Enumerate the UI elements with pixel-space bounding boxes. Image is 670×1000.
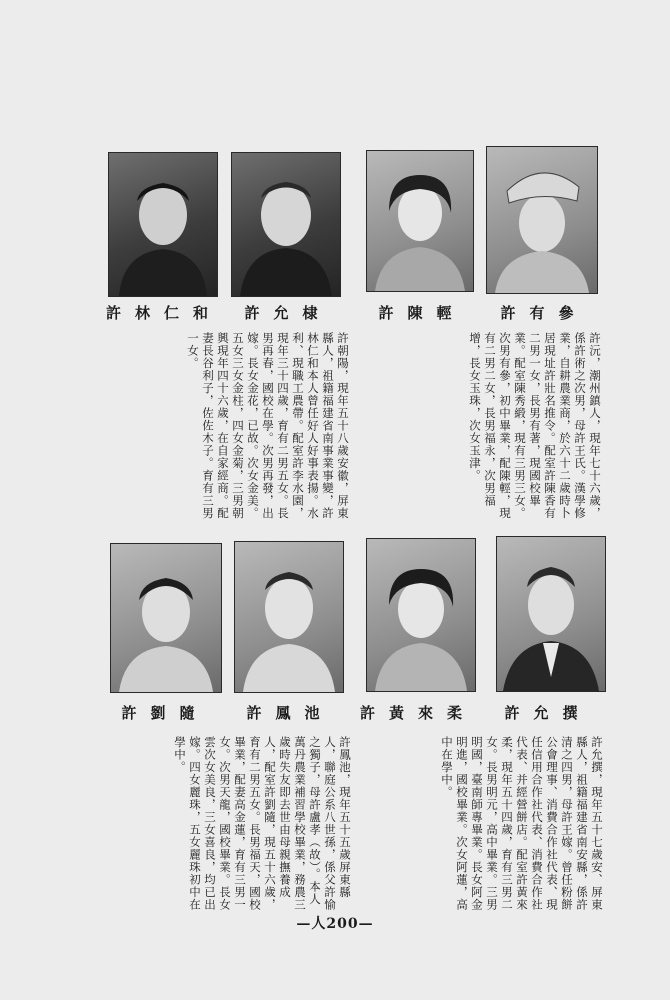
- portrait-photo-xu-youcan: [486, 146, 598, 294]
- portrait-photo-xu-huanglairou: [366, 538, 476, 692]
- portrait-photo-xu-chenqing: [366, 150, 474, 292]
- name-caption-bottom-3: 許黃來柔: [359, 704, 476, 722]
- portrait-photo-xu-liusui: [110, 543, 222, 693]
- biography-bottom-right: 許允撰，現年五十七歲安、屏東縣人，祖籍福建省南安縣，係許清之四男，母許王嫁。曾任粉餅公會理事、消費合作社代表、現任信用合作社代表、消費合作社代表、并經營餅店。配室許黃來柔，現年五十四歲，育有三男二女。長男明元，高中畢業。三男明國，臺南師專畢業。長女阿金明進，國校畢業。次女阿蓮，高中在學中。: [440, 736, 604, 911]
- page-number: —人200—: [296, 916, 374, 932]
- name-caption-bottom-4: 許允撰: [504, 704, 592, 722]
- biography-top-left: 許朝陽，現年五十八歲安徽，屏東縣人，祖籍福建省南事業事變，許林仁和本人曾任好人好事表揚。水利、現職工農帶。配室許李水園，現年三十四歲，育有二男五女。長男再春，國校在學。次男再發，出嫁。長女金花，已故。次女金美。五女三女金柱，四女金菊，三男朝興現年四十六歲，在自家經商。配妻長谷利子，佐佐木子。育有三男一女。: [186, 332, 350, 520]
- name-caption-top-1: 許林仁和: [105, 304, 222, 322]
- name-caption-top-4: 許有參: [500, 304, 588, 322]
- portrait-photo-xu-lin-renhe: [108, 152, 218, 297]
- name-caption-top-2: 許允棣: [244, 304, 332, 322]
- portrait-photo-xu-fengchi: [234, 541, 344, 693]
- biography-top-right: 許沅，潮州鎮人，現年七十六歲，係許術之次男，母許王氏。漢學修業，自耕農業商，於六十二歲時卜居現址許壯名推令。配室許陳香有二男一女，長男有著，現國校畢業。配室陳秀緞，現有三男三女。次男有參，初中畢業，配陳輕，現有二男二女，長男福永，次男福增，長女玉珠，次女玉津。: [468, 332, 602, 520]
- portrait-photo-xu-yundong: [231, 152, 341, 297]
- portrait-photo-xu-yunzhuan: [496, 536, 606, 692]
- biography-bottom-left: 許鳳池，現年五十五歲屏東縣人，聯庭公系八世孫，係父許愉之獨子，母許盧孝（故）。本人萬丹農業補習學校畢業，務農三歲時失友即去世由母親撫養成人，配室許劉隨，現五十六歲，育有二男五女。長男福天，國校畢業，配妻高金蓮，育有三男一女。次男天龍，國校畢業。長女雲次女美良，三女喜良，均已出嫁。四女麗珠，五女麗珠初中在學中。: [173, 736, 352, 911]
- name-caption-bottom-2: 許鳳池: [246, 704, 334, 722]
- name-caption-top-3: 許陳輕: [378, 304, 466, 322]
- name-caption-bottom-1: 許劉隨: [121, 704, 209, 722]
